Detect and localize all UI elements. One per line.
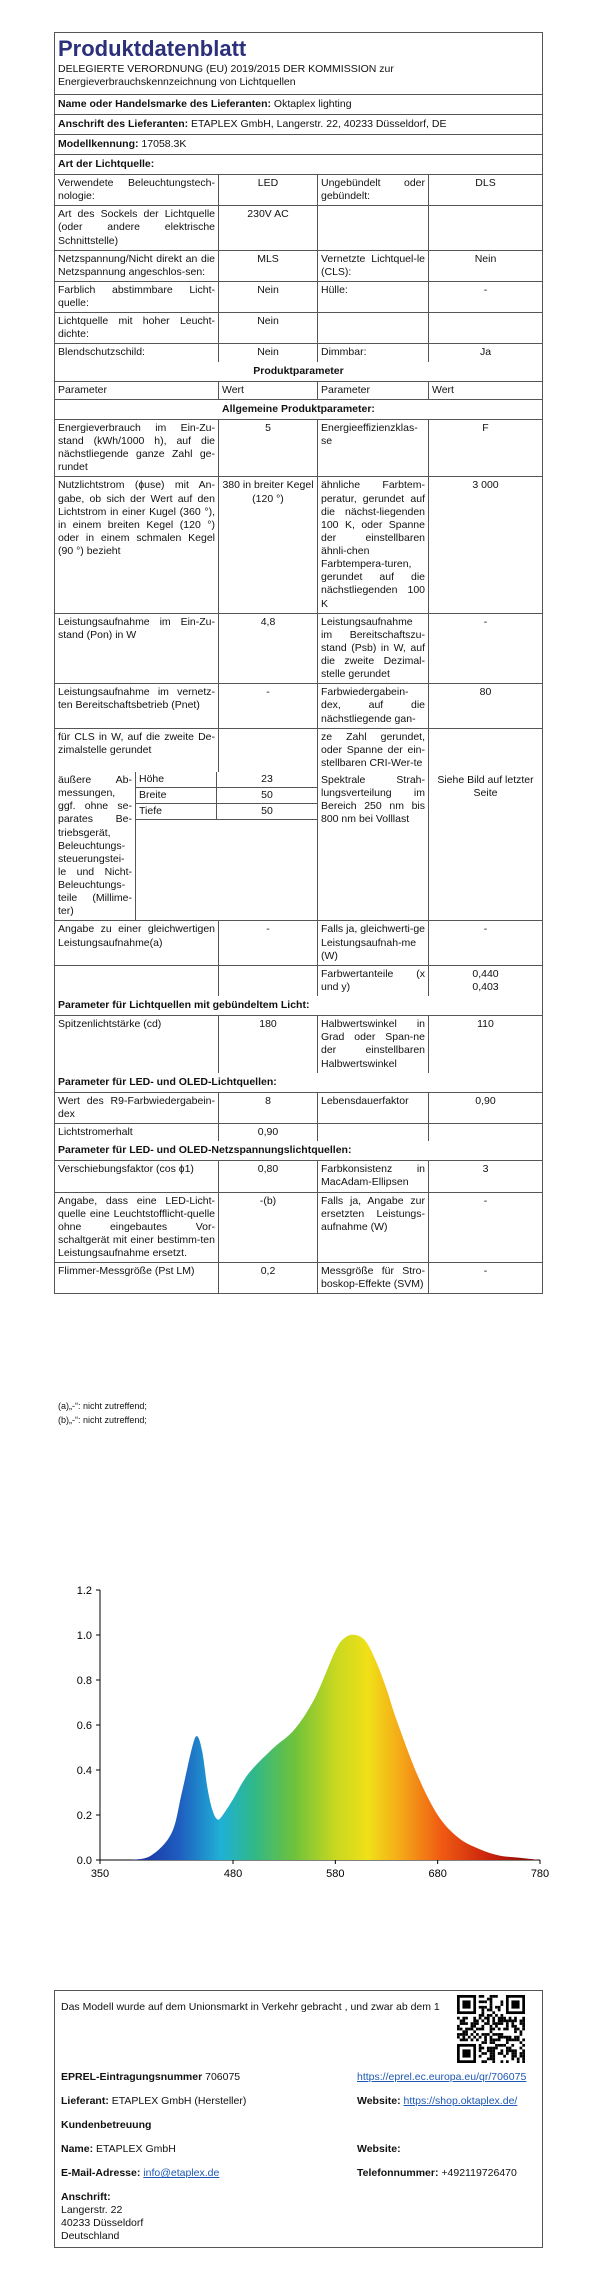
- param-label: [318, 1124, 429, 1141]
- light-source-type-rows: [55, 175, 542, 362]
- general-params-heading: [55, 400, 542, 420]
- param-value: 110: [477, 1018, 494, 1031]
- param-value: -(b): [219, 1193, 318, 1263]
- product-params-heading: [55, 362, 542, 382]
- eprel-reg-label: EPREL-Eintragungsnummer: [61, 2071, 203, 2083]
- param-label: Dimmbar:: [318, 344, 429, 361]
- general-param-rows: [55, 420, 542, 772]
- param-value: 0,440 0,403: [472, 967, 499, 993]
- param-value: -: [219, 921, 318, 964]
- spectral-distribution-chart: [40, 1570, 560, 1890]
- y-tick-label: 0.6: [76, 1720, 92, 1732]
- dimension-key: Höhe: [136, 772, 217, 787]
- param-value: Nein: [474, 252, 497, 265]
- column-header: Wert: [432, 383, 454, 396]
- spectrum-value: Siehe Bild auf letzter Seite: [437, 774, 534, 800]
- param-label: Vernetzte Lichtquel-le (CLS):: [318, 251, 429, 281]
- param-label: Hülle:: [318, 282, 429, 312]
- param-value: [429, 313, 542, 343]
- table-row: [55, 1193, 542, 1264]
- website-label: Website:: [357, 2095, 401, 2107]
- table-row: [55, 1263, 542, 1293]
- param-value: -: [483, 1265, 488, 1278]
- name-label: Name:: [61, 2143, 94, 2155]
- website2-label: Website:: [357, 2143, 401, 2155]
- param-value: 4,8: [219, 614, 318, 684]
- param-value: [429, 206, 542, 249]
- mls-heading: [55, 1141, 542, 1161]
- param-value: 230V AC: [219, 206, 318, 249]
- table-row: [55, 614, 542, 685]
- param-value: -: [483, 615, 488, 628]
- param-label: Blendschutzschild:: [55, 344, 219, 361]
- param-value: [429, 1124, 542, 1141]
- section-heading: Allgemeine Produktparameter:: [222, 402, 375, 415]
- directional-rows: [55, 1016, 542, 1073]
- param-label: ähnliche Farbtem-peratur, gerundet auf die nächst-liegenden 100 K, oder Spanne der einstellbaren ähnli-chen Farbtempera-turen, gerundet auf die nächstliegenden 100 K: [318, 477, 429, 612]
- param-label: Angabe, dass eine LED-Licht-quelle eine Leuchtstofflicht-quelle ohne eingebautes Vor-schaltgerät mit einer bestimm-ten Leistungsaufnahme ersetzt.: [55, 1193, 219, 1263]
- param-value: -: [483, 283, 488, 296]
- supplier-address-value: ETAPLEX GmbH, Langerstr. 22, 40233 Düsseldorf, DE: [191, 117, 447, 130]
- supplier-name-value: Oktaplex lighting: [273, 97, 352, 110]
- y-tick-label: 1.2: [76, 1585, 92, 1597]
- param-value: LED: [219, 175, 318, 205]
- param-value: DLS: [475, 177, 496, 190]
- param-label: Ungebündelt oder gebündelt:: [318, 175, 429, 205]
- param-label: Energieverbrauch im Ein-Zu-stand (kWh/1000 h), auf die nächstliegende ganze Zahl ge-rundet: [55, 420, 219, 477]
- address-line: Langerstr. 22: [61, 2204, 123, 2217]
- param-value: Nein: [219, 344, 318, 361]
- param-value: Nein: [219, 282, 318, 312]
- param-label: Verwendete Beleuchtungstech-nologie:: [55, 175, 219, 205]
- name-value: ETAPLEX GmbH: [96, 2143, 176, 2155]
- param-label: Farbwiedergabein-dex, auf die nächstliegende gan-: [318, 684, 429, 727]
- param-value: Nein: [219, 313, 318, 343]
- footnote-b: (b)„-“: nicht zutreffend;: [58, 1414, 147, 1425]
- y-tick-label: 0.8: [76, 1675, 92, 1687]
- dimension-value: 23: [261, 773, 273, 786]
- param-label: Flimmer-Messgröße (Pst LM): [55, 1263, 219, 1293]
- param-value: [429, 729, 542, 772]
- param-label: Spitzenlichtstärke (cd): [55, 1016, 219, 1073]
- param-value: 80: [479, 686, 492, 699]
- param-value: 0,90: [475, 1094, 496, 1107]
- led-rows: [55, 1093, 542, 1141]
- param-label: Halbwertswinkel in Grad oder Span-ne der einstellbaren Halbwertswinkel: [318, 1016, 429, 1073]
- website-link[interactable]: https://shop.oktaplex.de/: [403, 2095, 518, 2107]
- param-value: 0,2: [219, 1263, 318, 1293]
- param-label: für CLS in W, auf die zweite De-zimalstelle gerundet: [55, 729, 219, 772]
- supplier-name-row: [55, 95, 542, 115]
- table-row: [55, 684, 542, 728]
- supplier-address-label: Anschrift des Lieferanten:: [58, 117, 189, 130]
- dimension-value: 50: [261, 805, 273, 818]
- column-header: Parameter: [55, 382, 219, 399]
- param-value: 8: [219, 1093, 318, 1123]
- footnote-a: (a)„-“: nicht zutreffend;: [58, 1401, 147, 1411]
- column-header: Wert: [219, 382, 318, 399]
- param-label: Falls ja, gleichwerti-ge Leistungsaufnah-me (W): [318, 921, 429, 964]
- equivalent-power-rows: [55, 921, 542, 996]
- mls-rows: [55, 1161, 542, 1293]
- param-value: [219, 966, 318, 996]
- dimension-key: Tiefe: [136, 804, 217, 819]
- table-row: [55, 282, 542, 313]
- email-link[interactable]: info@etaplex.de: [143, 2167, 220, 2179]
- table-row: [55, 1016, 542, 1073]
- x-tick-label: 680: [428, 1868, 447, 1880]
- section-heading: Parameter für LED- und OLED-Netzspannungslichtquellen:: [58, 1144, 352, 1157]
- param-value: Ja: [479, 346, 492, 359]
- table-row: [55, 420, 542, 478]
- table-row: [55, 251, 542, 282]
- spectrum-svg: [40, 1570, 560, 1890]
- footnotes: [58, 1400, 147, 1427]
- eprel-reg-value: 706075: [205, 2071, 241, 2083]
- customer-service-label: Kundenbetreuung: [61, 2119, 152, 2131]
- table-row: [55, 1093, 542, 1124]
- dimension-value: 50: [261, 789, 273, 802]
- supplier-label: Lieferant:: [61, 2095, 109, 2107]
- eprel-info-box: [54, 1990, 543, 2248]
- table-row: [55, 344, 542, 361]
- address-line: Deutschland: [61, 2230, 120, 2243]
- param-value: 180: [219, 1016, 318, 1073]
- param-label: Lichtstromerhalt: [55, 1124, 219, 1141]
- y-tick-label: 0.2: [76, 1810, 92, 1822]
- directional-heading: [55, 996, 542, 1016]
- supplier-address-row: [55, 115, 542, 135]
- table-row: [55, 477, 542, 613]
- eprel-link[interactable]: https://eprel.ec.europa.eu/qr/706075: [357, 2071, 527, 2083]
- model-label: Modellkennung:: [58, 137, 139, 150]
- spectrum-param: Spektrale Strah-lungsverteilung im Bereich 250 nm bis 800 nm bei Volllast: [318, 772, 429, 920]
- page-title: Produktdatenblatt: [58, 36, 247, 61]
- y-tick-label: 0.4: [76, 1765, 92, 1777]
- table-row: [55, 1161, 542, 1192]
- param-value: 380 in breiter Kegel (120 °): [219, 477, 318, 612]
- column-header-row: [55, 382, 542, 400]
- section-heading: Parameter für LED- und OLED-Lichtquellen:: [58, 1075, 277, 1088]
- param-label: [55, 966, 219, 996]
- param-label: Lebensdauerfaktor: [318, 1093, 429, 1123]
- table-row: [55, 966, 542, 996]
- qr-code-icon[interactable]: [457, 1995, 525, 2063]
- param-label: Leistungsaufnahme im Bereitschaftszu-stand (Psb) in W, auf die zweite Dezimal-stelle gerundet: [318, 614, 429, 684]
- param-value: 3 000: [472, 479, 499, 492]
- x-tick-label: 580: [326, 1868, 345, 1880]
- param-label: Angabe zu einer gleichwertigen Leistungsaufnahme(a): [55, 921, 219, 964]
- param-label: [318, 206, 429, 249]
- section-heading: Art der Lichtquelle:: [58, 157, 155, 170]
- param-value: 0,80: [219, 1161, 318, 1191]
- section-heading: Produktparameter: [253, 364, 344, 377]
- table-row: [55, 313, 542, 344]
- address-label: Anschrift:: [61, 2191, 111, 2203]
- param-label: [318, 313, 429, 343]
- param-label: Farbkonsistenz in MacAdam-Ellipsen: [318, 1161, 429, 1191]
- supplier-value: ETAPLEX GmbH (Hersteller): [111, 2095, 247, 2107]
- regulation-subtitle: DELEGIERTE VERORDNUNG (EU) 2019/2015 DER KOMMISSION zur Energieverbrauchskennzeichnung von Lichtquellen: [55, 63, 542, 94]
- y-tick-label: 1.0: [76, 1630, 92, 1642]
- param-label: Falls ja, Angabe zur ersetzten Leistungs-aufnahme (W): [318, 1193, 429, 1263]
- dimensions-row: [55, 772, 542, 921]
- param-label: Messgröße für Stro-boskop-Effekte (SVM): [318, 1263, 429, 1293]
- table-row: [55, 206, 542, 250]
- param-label: Netzspannung/Nicht direkt an die Netzspannung angeschlos-sen:: [55, 251, 219, 281]
- param-value: -: [483, 923, 488, 936]
- param-value: -: [483, 1194, 488, 1207]
- table-row: [55, 1124, 542, 1141]
- x-tick-label: 780: [530, 1868, 550, 1880]
- table-row: [55, 729, 542, 772]
- x-tick-label: 350: [90, 1868, 110, 1880]
- light-source-type-heading: [55, 155, 542, 175]
- param-label: Energieeffizienzklas-se: [318, 420, 429, 477]
- supplier-name-label: Name oder Handelsmarke des Lieferanten:: [58, 97, 271, 110]
- phone-label: Telefonnummer:: [357, 2167, 439, 2179]
- section-heading: Parameter für Lichtquellen mit gebündeltem Licht:: [58, 999, 310, 1012]
- table-row: [55, 921, 542, 965]
- model-value: 17058.3K: [141, 137, 187, 150]
- param-label: Leistungsaufnahme im Ein-Zu-stand (Pon) in W: [55, 614, 219, 684]
- dimensions-label: äußere Ab-messungen, ggf. ohne se-parates Be-triebsgerät, Beleuchtungs-steuerungstei-le und Nicht-Beleuchtungs-teile (Millime-ter): [55, 772, 136, 920]
- phone-value: +492119726470: [441, 2167, 517, 2179]
- table-row: [55, 175, 542, 206]
- param-label: Art des Sockels der Lichtquelle (oder andere elektrische Schnittstelle): [55, 206, 219, 249]
- led-heading: [55, 1073, 542, 1093]
- param-value: 5: [219, 420, 318, 477]
- param-label: Verschiebungsfaktor (cos ɸ1): [55, 1161, 219, 1191]
- spectrum-area: [131, 1635, 540, 1860]
- param-label: Farbwertanteile (x und y): [318, 966, 429, 996]
- market-intro-text: Das Modell wurde auf dem Unionsmarkt in Verkehr gebracht , und zwar ab dem 1: [61, 2001, 440, 2013]
- param-label: Lichtquelle mit hoher Leucht-dichte:: [55, 313, 219, 343]
- param-label: Nutzlichtstrom (ɸuse) mit An-gabe, ob sich der Wert auf den Lichtstrom in einer Kugel (360 °), in einem breiten Kegel (120 °) oder in einem schmalen Kegel (90 °) bezieht: [55, 477, 219, 612]
- param-value: -: [219, 684, 318, 727]
- param-label: ze Zahl gerundet, oder Spanne der ein-stellbaren CRI-Wer-te: [318, 729, 429, 772]
- param-value: 3: [482, 1163, 489, 1176]
- y-tick-label: 0.0: [76, 1855, 92, 1867]
- x-tick-label: 480: [223, 1868, 243, 1880]
- data-sheet-table: [54, 32, 543, 1294]
- address-line: 40233 Düsseldorf: [61, 2217, 144, 2230]
- dimension-key: Breite: [136, 788, 217, 803]
- param-value: [219, 729, 318, 772]
- param-label: Farblich abstimmbare Licht-quelle:: [55, 282, 219, 312]
- param-value: 0,90: [219, 1124, 318, 1141]
- param-label: Leistungsaufnahme im vernetz-ten Bereitschaftsbetrieb (Pnet): [55, 684, 219, 727]
- email-label: E-Mail-Adresse:: [61, 2167, 141, 2179]
- column-header: Parameter: [318, 382, 429, 399]
- param-label: Wert des R9-Farbwiedergabein-dex: [55, 1093, 219, 1123]
- model-row: [55, 135, 542, 155]
- param-value: MLS: [219, 251, 318, 281]
- param-value: F: [482, 421, 489, 434]
